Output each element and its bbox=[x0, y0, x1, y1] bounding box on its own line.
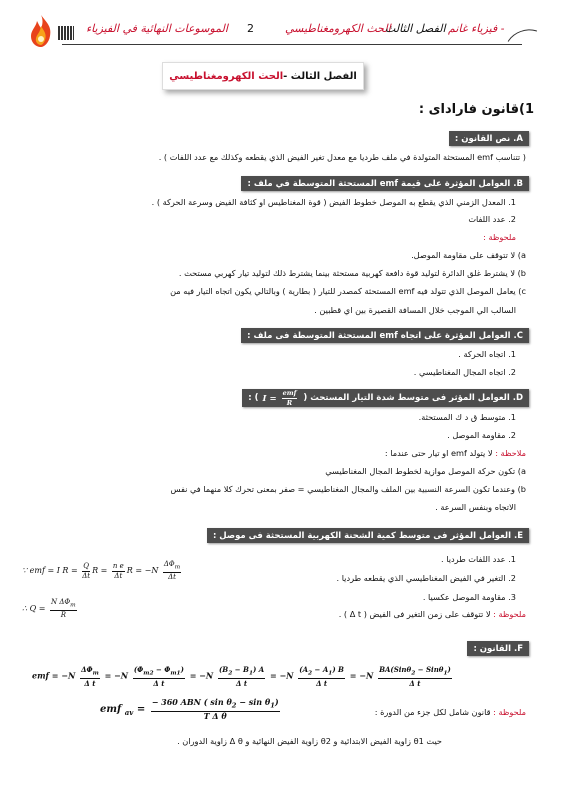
note-line bbox=[385, 448, 526, 458]
list-item: 1. اتجاه الحركة . bbox=[458, 349, 516, 359]
header-author: فيزياء غانم - bbox=[448, 22, 505, 35]
banner-chapter: الفصل الثالث - bbox=[283, 70, 357, 82]
note-label: ملحوظة : bbox=[493, 609, 526, 619]
page-header bbox=[0, 0, 562, 62]
list-item: 1. عدد اللفات طرديا . bbox=[441, 554, 516, 564]
law-text: ( تتناسب emf المستحثة المتولدة في ملف طرديا مع معدل تغير الفيض الذي يقطعه وكذلك مع عدد اللفات ) . bbox=[158, 152, 526, 162]
header-divider bbox=[70, 44, 522, 45]
emf-general-formula: emf = −N $\frac{\Delta\Phi_m}{\text{Δ t}}$ = −N $\frac{(\Phi_{m2} - \Phi_{m1})}{\text{Δ t}}$ = −N $\frac{(B_2 - B_1) A}{\text{Δ t}}$ = −N $\frac{(A_2 - A_1) B}{\text{Δ t}}$ = −N $\frac{BA(Sin\theta_2 - Sin\theta_1)}{\text{Δ t}}$ bbox=[32, 665, 451, 689]
list-item: السالب الي الموجب خلال المسافة القصيرة بين اي قطبين . bbox=[314, 305, 516, 315]
list-item: c) يعامل الموصل الذي تتولد فيه emf المستحثة كمصدر للتيار ( بطارية ) وبالتالي يكون اتجاه التيار فيه من bbox=[170, 286, 526, 296]
note-text: لا يتولد emf او تيار حتى عندما : bbox=[384, 448, 493, 458]
note-label: ملحوظة : bbox=[483, 232, 516, 242]
list-item: 2. اتجاه المجال المغناطيسي . bbox=[413, 367, 516, 377]
note-line bbox=[339, 609, 526, 619]
list-item: الاتجاه وبنفس السرعة . bbox=[435, 502, 516, 512]
heading-a: A. نص القانون : bbox=[449, 131, 529, 146]
heading-b: B. العوامل المؤثرة على قيمة emf المستحثة المتوسطة في ملف : bbox=[241, 176, 529, 191]
note-label: ملاحظة : bbox=[495, 448, 526, 458]
list-item: a) تكون حركة الموصل موازية لخطوط المجال المغناطيسي bbox=[325, 466, 526, 476]
header-series: الموسوعات النهائية في الفيزياء bbox=[86, 22, 228, 35]
note-text: قانون شامل لكل جزء من الدورة : bbox=[374, 707, 491, 717]
qr-code-icon bbox=[58, 26, 74, 40]
list-item: 2. مقاومة الموصل . bbox=[447, 430, 516, 440]
note-label: ملحوظة : bbox=[493, 707, 526, 717]
list-item: a) لا تتوقف على مقاومة الموصل. bbox=[411, 250, 526, 260]
heading-c: C. العوامل المؤثرة على اتجاه emf المستحثة المتوسطة فى ملف : bbox=[241, 328, 529, 343]
emf-average-formula: emf $_{av}$ = $\frac{- 360 ABN ( \sin \theta_2 - \sin \theta_1)}{\text{T Δ θ}}$ bbox=[100, 697, 279, 721]
heading-d-end: ) : bbox=[248, 393, 259, 403]
heading-e: E. العوامل المؤثر فى متوسط كمية الشحنة الكهربية المستحثة فى موصل : bbox=[207, 528, 529, 543]
heading-f: F. القانون : bbox=[467, 641, 529, 656]
chapter-banner bbox=[162, 62, 364, 90]
list-item: 1. المعدل الزمني الذي يقطع به الموصل خطوط الفيض ( قوة المغناطيس او كثافة الفيض وسرعة الحركة ) . bbox=[151, 197, 516, 207]
list-item: 2. عدد اللفات bbox=[468, 214, 516, 224]
footer-definition: حيث θ1 زاوية الفيض الابتدائية و θ2 زاوية الفيض النهائية و Δ θ زاوية الدوران . bbox=[177, 736, 442, 746]
current-formula: I = $\frac{\text{emf}}{R}$ bbox=[262, 388, 297, 407]
list-item: b) لا يشترط غلق الدائرة لتوليد قوة دافعة كهربية مستحثة بينما يشترط ذلك لتوليد تيار كهربي مستحث . bbox=[178, 268, 526, 278]
list-item: 2. التغير في الفيض المغناطيسي الذي يقطعه طرديا . bbox=[336, 573, 516, 583]
note-line bbox=[375, 707, 526, 717]
list-item: b) وعندما تكون السرعة النسبية بين الملف والمجال المغناطيسي = صفر بمعنى تحرك كلا منهما في نفس bbox=[170, 484, 526, 494]
list-item: 3. مقاومة الموصل عكسيا . bbox=[422, 592, 516, 602]
heading-d bbox=[242, 389, 529, 407]
header-page-number: 2 bbox=[247, 22, 254, 35]
note-text: لا تتوقف على زمن التغير فى الفيض ( Δ t ) . bbox=[338, 609, 491, 619]
header-topic: الحث الكهرومغناطيسي bbox=[285, 22, 391, 35]
list-item: 1. متوسط ق د ك المستحثة. bbox=[418, 412, 516, 422]
flame-logo-icon bbox=[28, 14, 54, 48]
emf-current-formula: ∵ emf = I R = $\frac{Q}{\Delta t}$ R = $\frac{\text{n e}}{\Delta t}$ R = −N $\frac{\Delta\Phi_m}{\Delta t}$ bbox=[22, 560, 181, 582]
banner-topic: الحث الكهرومغناطيسي bbox=[169, 70, 284, 82]
header-chapter: الفصل الثالث bbox=[385, 22, 446, 35]
heading-d-text: D. العوامل المؤثر فى متوسط شدة التيار المستحث ( bbox=[303, 393, 523, 403]
charge-formula: ∴ Q = $\frac{N \Delta\Phi_m}{R}$ bbox=[22, 598, 76, 620]
section-title-faraday: 1)قانون فاراداى : bbox=[418, 102, 534, 117]
